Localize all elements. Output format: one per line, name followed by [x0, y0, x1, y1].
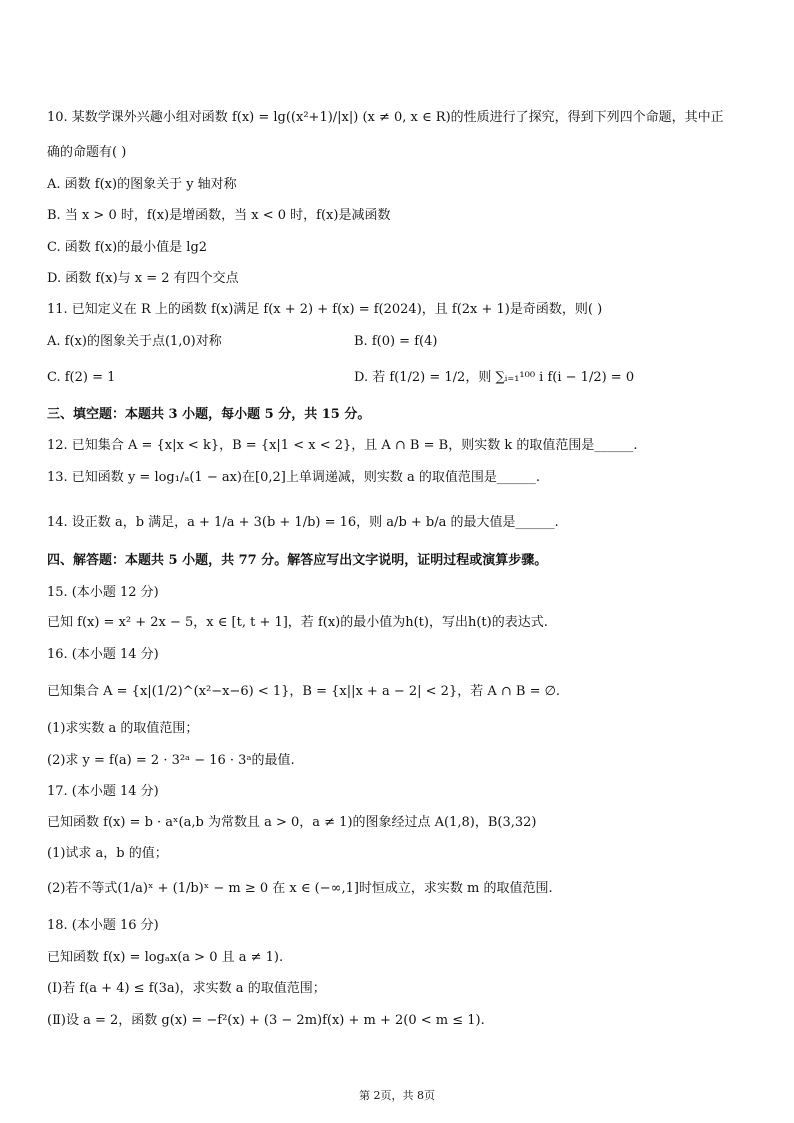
question-16-part-2: (2)求 y = f(a) = 2 · 3²ᵃ − 16 · 3ᵃ的最值. — [47, 753, 295, 768]
question-17-header: 17. (本小题 14 分) — [47, 784, 159, 799]
question-17-part-1: (1)试求 a，b 的值； — [47, 846, 168, 861]
question-14: 14. 设正数 a，b 满足，a + 1/a + 3(b + 1/b) = 16，则 a/b + b/a 的最大值是______. — [47, 515, 559, 530]
question-15-text: 已知 f(x) = x² + 2x − 5，x ∈ [t, t + 1]，若 f(x)的最小值为h(t)，写出h(t)的表达式. — [47, 615, 548, 630]
question-16-header: 16. (本小题 14 分) — [47, 647, 159, 662]
question-17-part-2: (2)若不等式(1/a)ˣ + (1/b)ˣ − m ≥ 0 在 x ∈ (−∞,1]时恒成立，求实数 m 的取值范围. — [47, 881, 553, 896]
question-10-option-a: A. 函数 f(x)的图象关于 y 轴对称 — [47, 177, 237, 192]
question-16-part-1: (1)求实数 a 的取值范围； — [47, 721, 199, 736]
question-12: 12. 已知集合 A = {x|x < k}，B = {x|1 < x < 2}，且 A ∩ B = B，则实数 k 的取值范围是______. — [47, 438, 638, 453]
question-11-option-d: D. 若 f(1/2) = 1/2，则 ∑ᵢ₌₁¹⁰⁰ i f(i − 1/2) = 0 — [354, 370, 635, 385]
page-footer: 第 2页，共 8页 — [359, 1089, 435, 1102]
question-16-text: 已知集合 A = {x|(1/2)^(x²−x−6) < 1}，B = {x||x + a − 2| < 2}，若 A ∩ B = ∅. — [47, 684, 561, 699]
question-11-option-c: C. f(2) = 1 — [47, 370, 116, 385]
question-13: 13. 已知函数 y = log₁/ₐ(1 − ax)在[0,2]上单调递减，则实数 a 的取值范围是______. — [47, 470, 540, 485]
question-17-text: 已知函数 f(x) = b · aˣ(a,b 为常数且 a > 0，a ≠ 1)的图象经过点 A(1,8)，B(3,32) — [47, 815, 537, 830]
section-4-heading: 四、解答题：本题共 5 小题，共 77 分。解答应写出文字说明，证明过程或演算步骤。 — [47, 553, 548, 568]
section-3-heading: 三、填空题：本题共 3 小题，每小题 5 分，共 15 分。 — [47, 407, 371, 422]
question-15-header: 15. (本小题 12 分) — [47, 585, 159, 600]
question-10-stem: 10. 某数学课外兴趣小组对函数 f(x) = lg((x²+1)/|x|) (x ≠ 0, x ∈ R)的性质进行了探究，得到下列四个命题，其中正 — [47, 110, 724, 125]
question-18-text: 已知函数 f(x) = logₐx(a > 0 且 a ≠ 1). — [47, 950, 284, 965]
question-11-option-a: A. f(x)的图象关于点(1,0)对称 — [47, 334, 222, 349]
question-10-option-c: C. 函数 f(x)的最小值是 lg2 — [47, 240, 208, 255]
question-18-part-2: (Ⅱ)设 a = 2，函数 g(x) = −f²(x) + (3 − 2m)f(x) + m + 2(0 < m ≤ 1). — [47, 1013, 485, 1028]
question-11-option-b: B. f(0) = f(4) — [354, 334, 438, 349]
question-10-option-d: D. 函数 f(x)与 x = 2 有四个交点 — [47, 271, 239, 286]
question-11-stem: 11. 已知定义在 R 上的函数 f(x)满足 f(x + 2) + f(x) = f(2024)，且 f(2x + 1)是奇函数，则( ) — [47, 302, 603, 317]
question-10-option-b: B. 当 x > 0 时，f(x)是增函数，当 x < 0 时，f(x)是减函数 — [47, 208, 391, 223]
question-18-part-1: (Ⅰ)若 f(a + 4) ≤ f(3a)，求实数 a 的取值范围； — [47, 981, 326, 996]
question-10-stem-continued: 确的命题有( ) — [47, 145, 127, 160]
question-18-header: 18. (本小题 16 分) — [47, 918, 159, 933]
